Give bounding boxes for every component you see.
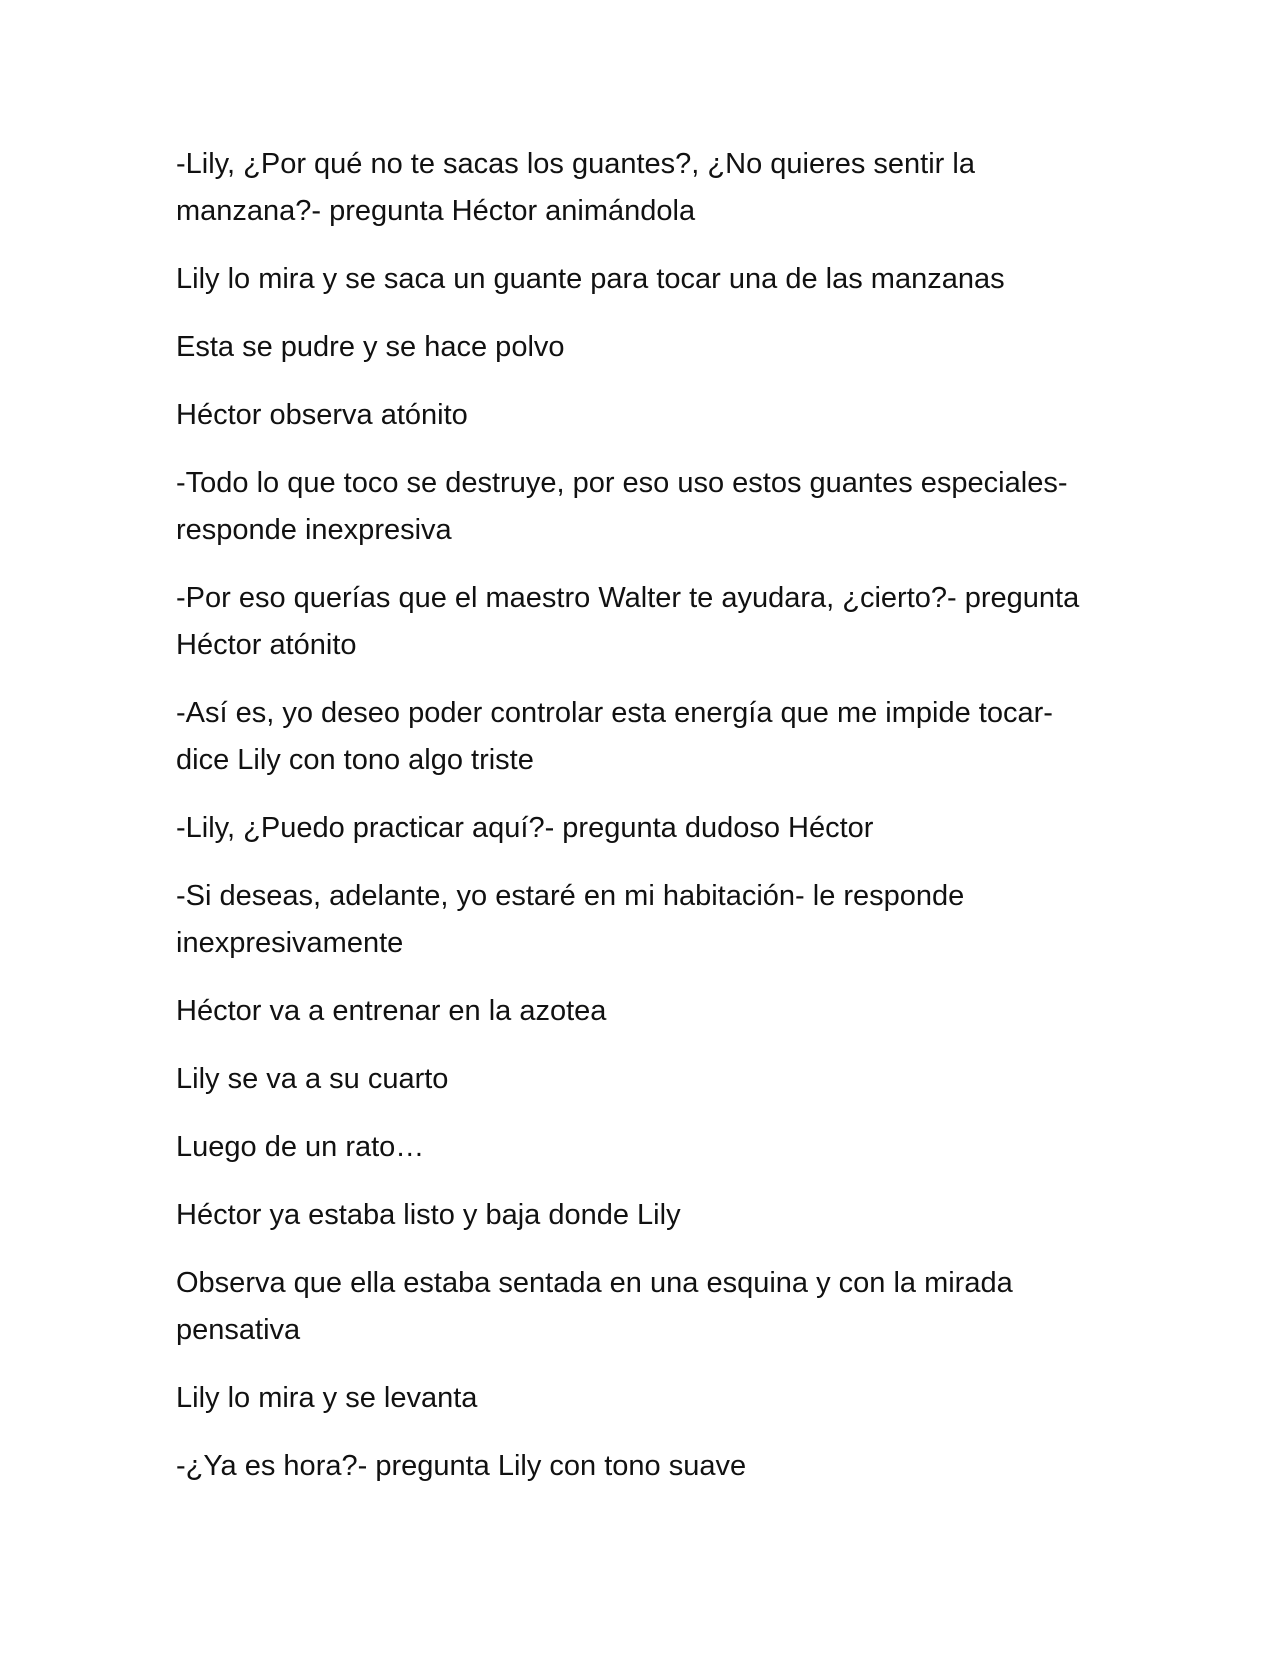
paragraph: -Todo lo que toco se destruye, por eso uso estos guantes especiales- responde inexpresiva xyxy=(176,467,1068,546)
paragraph: -Lily, ¿Puedo practicar aquí?- pregunta dudoso Héctor xyxy=(176,812,874,844)
paragraph: Lily lo mira y se levanta xyxy=(176,1382,478,1414)
paragraph: Luego de un rato… xyxy=(176,1131,425,1163)
paragraph: Lily se va a su cuarto xyxy=(176,1063,449,1095)
paragraph: -Lily, ¿Por qué no te sacas los guantes?, ¿No quieres sentir la manzana?- pregunta Héctor animándola xyxy=(176,148,975,227)
paragraph: Héctor observa atónito xyxy=(176,399,468,431)
document-body xyxy=(176,141,1112,1511)
paragraph: Observa que ella estaba sentada en una esquina y con la mirada pensativa xyxy=(176,1267,1013,1346)
paragraph: -Así es, yo deseo poder controlar esta energía que me impide tocar- dice Lily con tono algo triste xyxy=(176,697,1053,776)
paragraph: Lily lo mira y se saca un guante para tocar una de las manzanas xyxy=(176,263,1005,295)
paragraph: Héctor va a entrenar en la azotea xyxy=(176,995,607,1027)
paragraph: Esta se pudre y se hace polvo xyxy=(176,331,565,363)
paragraph: Héctor ya estaba listo y baja donde Lily xyxy=(176,1199,681,1231)
paragraph: -¿Ya es hora?- pregunta Lily con tono suave xyxy=(176,1450,747,1482)
paragraph: -Si deseas, adelante, yo estaré en mi habitación- le responde inexpresivamente xyxy=(176,880,965,959)
paragraph: -Por eso querías que el maestro Walter te ayudara, ¿cierto?- pregunta Héctor atónito xyxy=(176,582,1080,661)
